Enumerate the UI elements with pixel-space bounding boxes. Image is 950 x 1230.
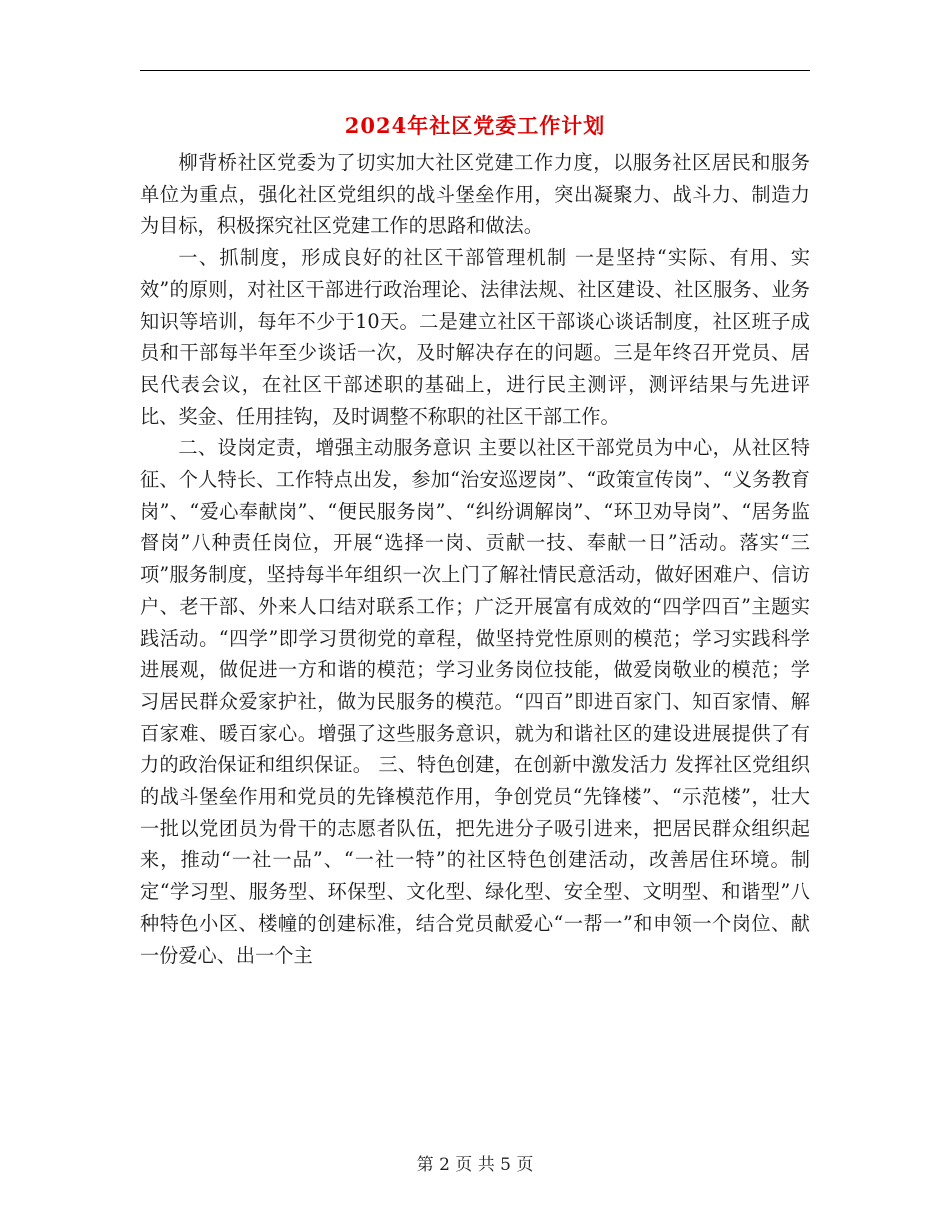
document-title: 2024年社区党委工作计划 (344, 113, 606, 138)
paragraph-section-2: 二、设岗定责，增强主动服务意识 主要以社区干部党员为中心，从社区特征、个人特长、工作特点出发，参加“治安巡逻岗”、“政策宣传岗”、“义务教育岗”、“爱心奉献岗”、“便民服务岗”、“纠纷调解岗”、“环卫劝导岗”、“居务监督岗”八种责任岗位，开展“选择一岗、贡献一技、奉献一日”活动。落实“三项”服务制度，坚持每半年组织一次上门了解社情民意活动，做好困难户、信访户、老干部、外来人口结对联系工作；广泛开展富有成效的“四学四百”主题实践活动。“四学”即学习贯彻党的章程，做坚持党性原则的模范；学习实践科学进展观，做促进一方和谐的模范；学习业务岗位技能，做爱岗敬业的模范；学习居民群众爱家护社，做为民服务的模范。“四百”即进百家门、知百家情、解百家难、暖百家心。增强了这些服务意识，就为和谐社区的建设进展提供了有力的政治保证和组织保证。 三、特色创建，在创新中激发活力 发挥社区党组织的战斗堡垒作用和党员的先锋模范作用，争创党员“先锋楼”、“示范楼”，壮大一批以党团员为骨干的志愿者队伍，把先进分子吸引进来，把居民群众组织起来，推动“一社一品”、“一社一特”的社区特色创建活动，改善居住环境。制定“学习型、服务型、环保型、文化型、绿化型、安全型、文明型、和谐型”八种特色小区、楼幢的创建标准，结合党员献爱心“一帮一”和申领一个岗位、献一份爱心、出一个主 (140, 436, 810, 967)
header-rule (140, 70, 810, 71)
paragraph-intro: 柳背桥社区党委为了切实加大社区党建工作力度，以服务社区居民和服务单位为重点，强化社区党组织的战斗堡垒作用，突出凝聚力、战斗力、制造力为目标，积极探究社区党建工作的思路和做法。 (140, 151, 810, 238)
paragraph-section-1: 一、抓制度，形成良好的社区干部管理机制 一是坚持“实际、有用、实效”的原则，对社区干部进行政治理论、法律法规、社区建设、社区服务、业务知识等培训，每年不少于10天。二是建立社区干部谈心谈话制度，社区班子成员和干部每半年至少谈话一次，及时解决存在的问题。三是年终召开党员、居民代表会议，在社区干部述职的基础上，进行民主测评，测评结果与先进评比、奖金、任用挂钩，及时调整不称职的社区干部工作。 (140, 246, 810, 428)
page-number-footer: 第 2 页 共 5 页 (416, 1155, 534, 1175)
document-body (140, 147, 810, 971)
